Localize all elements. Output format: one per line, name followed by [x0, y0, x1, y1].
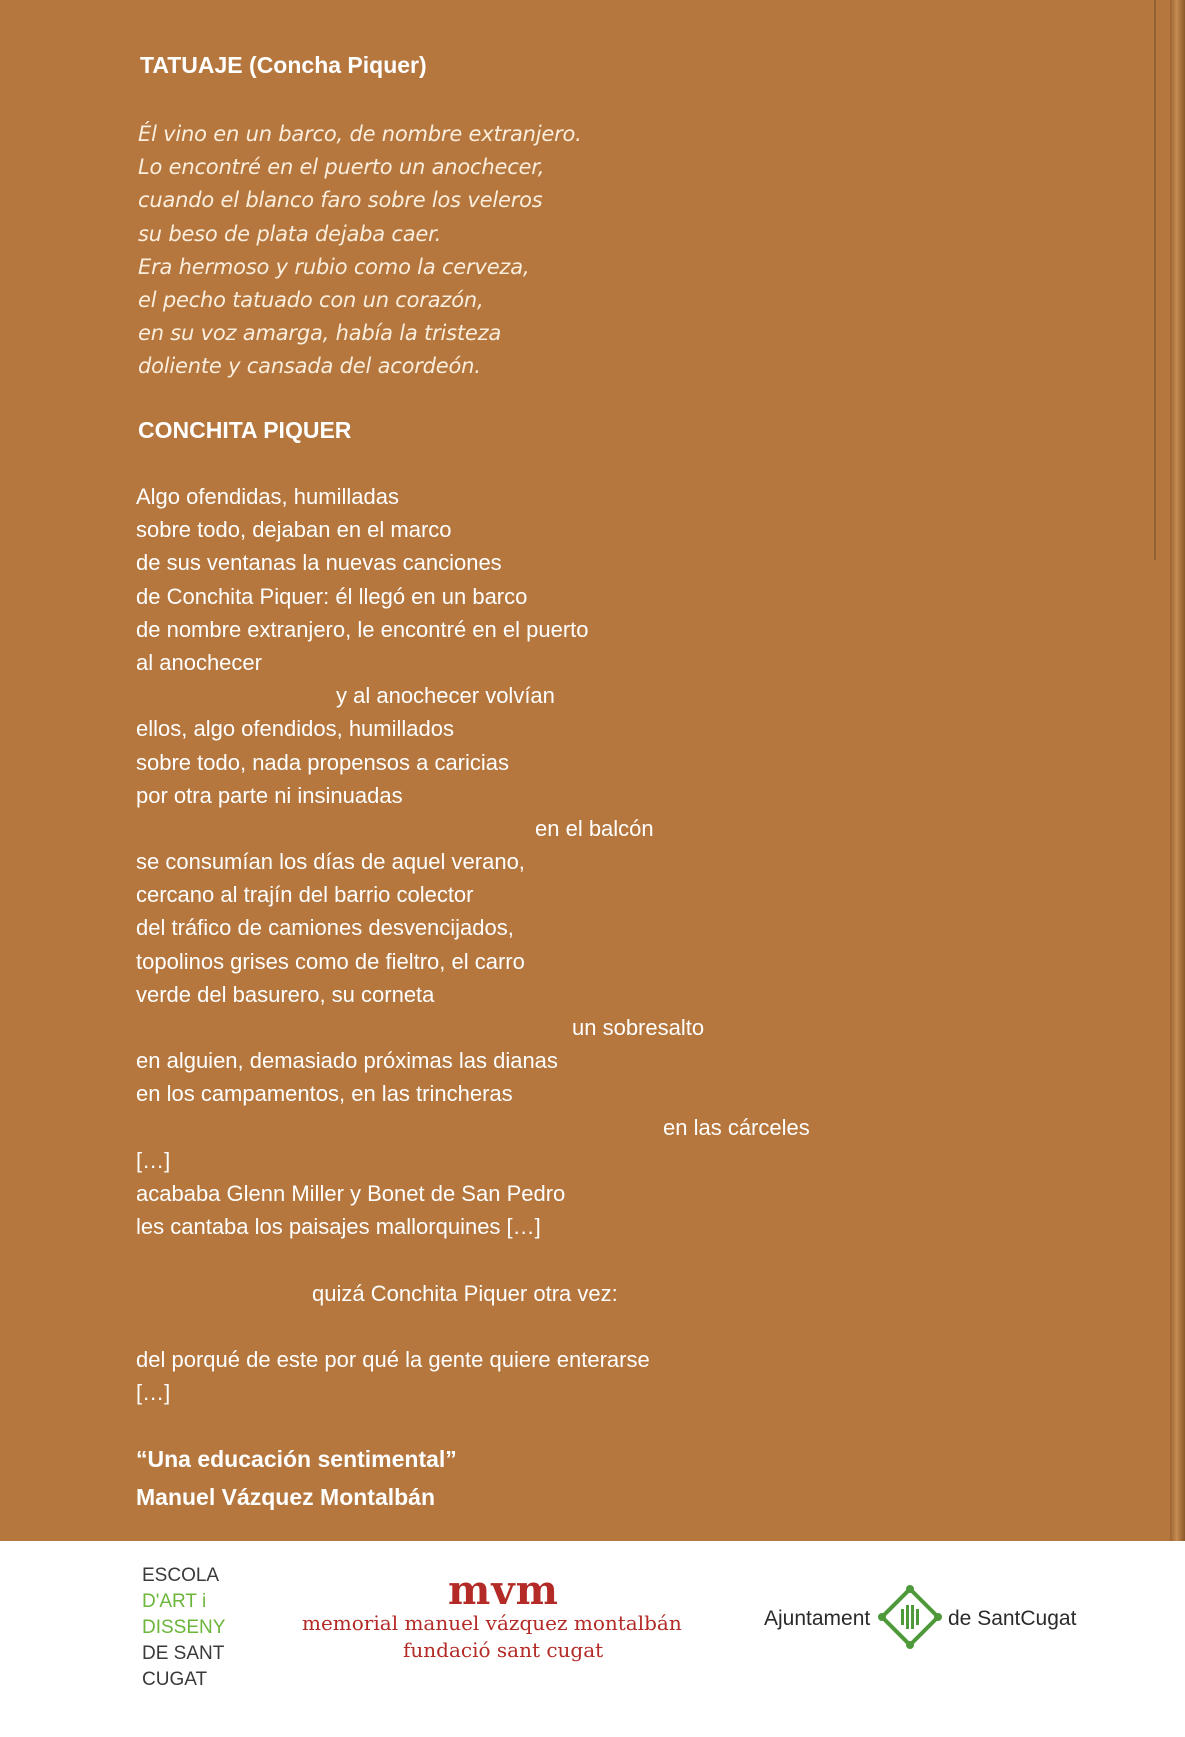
escola-art-disseny-logo	[142, 1563, 225, 1693]
poem-line: de sus ventanas la nuevas canciones	[136, 550, 502, 576]
poem-line: en alguien, demasiado próximas las dianas	[136, 1048, 558, 1074]
poem-title-conchita-piquer: CONCHITA PIQUER	[138, 417, 352, 443]
mvm-fundacio-text: fundació sant cugat	[403, 1638, 604, 1662]
escola-line: D'ART i	[142, 1591, 207, 1612]
sant-cugat-label: de SantCugat	[948, 1607, 1077, 1630]
poem-line: del porqué de este por qué la gente quiere enterarse	[136, 1346, 650, 1372]
mvm-memorial-text: memorial manuel vázquez montalbán	[302, 1611, 682, 1635]
poem-line: el pecho tatuado con un corazón,	[138, 288, 484, 313]
poem-line: Era hermoso y rubio como la cerveza,	[138, 254, 530, 279]
spine-fold-line	[1154, 0, 1156, 560]
attribution-work-title: “Una educación sentimental”	[136, 1446, 457, 1472]
poem-line: al anochecer	[136, 649, 262, 675]
poem-tatuaje	[138, 118, 582, 384]
escola-line: ESCOLA	[142, 1565, 220, 1586]
sant-cugat-emblem-icon	[876, 1585, 944, 1654]
ajuntament-label: Ajuntament	[764, 1607, 871, 1630]
poem-line: acababa Glenn Miller y Bonet de San Pedro	[136, 1180, 566, 1206]
escola-line: DISSENY	[142, 1617, 226, 1638]
poem-line: por otra parte ni insinuadas	[136, 782, 403, 808]
mvm-logo: mvm	[448, 1567, 559, 1614]
book-spine-edge	[1170, 0, 1185, 1541]
poem-line: en las cárceles	[663, 1114, 810, 1140]
attribution-author: Manuel Vázquez Montalbán	[136, 1484, 436, 1510]
poem-line: les cantaba los paisajes mallorquines […]	[136, 1214, 541, 1240]
poem-line: sobre todo, nada propensos a caricias	[136, 749, 510, 775]
poem-line: en los campamentos, en las trincheras	[136, 1081, 513, 1107]
poem-line	[136, 1243, 810, 1276]
footer-logos	[0, 1541, 1185, 1737]
poem-line: doliente y cansada del acordeón.	[138, 354, 481, 379]
poem-line: se consumían los días de aquel verano,	[136, 849, 525, 875]
escola-line: DE SANT	[142, 1643, 225, 1664]
poem-line: topolinos grises como de fieltro, el carro	[136, 948, 525, 974]
poem-line: quizá Conchita Piquer otra vez:	[312, 1280, 618, 1306]
poem-line: Lo encontré en el puerto un anochecer,	[138, 155, 545, 180]
poem-line: cercano al trajín del barrio colector	[136, 882, 474, 908]
poem-line: de Conchita Piquer: él llegó en un barco	[136, 583, 528, 609]
poem-conchita-piquer	[136, 480, 810, 1409]
poem-line: su beso de plata dejaba caer.	[138, 221, 442, 246]
poem-line: cuando el blanco faro sobre los veleros	[138, 188, 543, 213]
poem-line: y al anochecer volvían	[336, 683, 555, 709]
poem-line	[136, 1310, 810, 1343]
poem-title-tatuaje: TATUAJE (Concha Piquer)	[140, 52, 427, 78]
escola-line: CUGAT	[142, 1669, 208, 1690]
poem-line: en su voz amarga, había la tristeza	[138, 321, 502, 346]
poem-line: un sobresalto	[572, 1015, 705, 1040]
poem-line: […]	[136, 1380, 171, 1406]
poem-line: […]	[136, 1147, 171, 1173]
poem-line: verde del basurero, su corneta	[136, 981, 435, 1007]
poem-line: del tráfico de camiones desvencijados,	[136, 915, 514, 941]
poem-line: de nombre extranjero, le encontré en el puerto	[136, 616, 589, 642]
poem-line: sobre todo, dejaban en el marco	[136, 517, 452, 543]
poem-line: Él vino en un barco, de nombre extranjero.	[138, 122, 582, 146]
poem-line: en el balcón	[535, 815, 654, 841]
poem-line: Algo ofendidas, humilladas	[136, 484, 399, 509]
poem-line: ellos, algo ofendidos, humillados	[136, 716, 454, 742]
